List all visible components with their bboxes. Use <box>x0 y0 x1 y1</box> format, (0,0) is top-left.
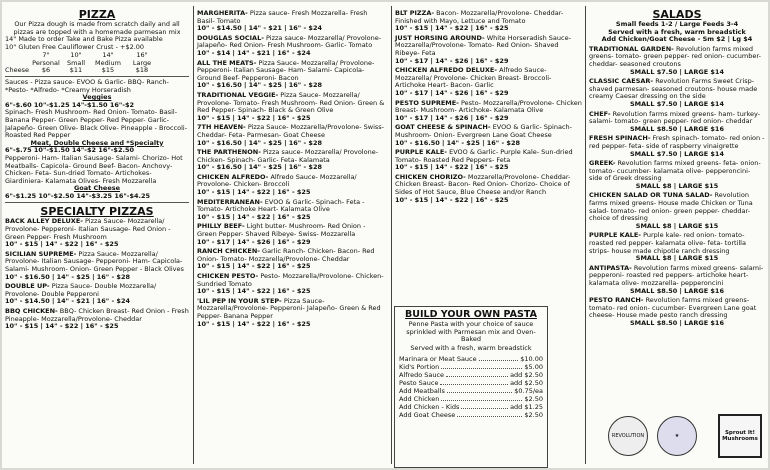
menu-item: 'LIL PEP IN YOUR STEP- Pizza Sauce- Mozzarella/Provolone- Pepperoni- Jalapeño- Green & Red Pepper- Banana Pepper 10" - $15 | 14" - $22 | 16" - $25 <box>197 296 381 328</box>
revolution-logo: REVOLUTION <box>608 416 648 456</box>
pasta-row: Marinara or Meat Sauce $10.00 <box>399 354 543 363</box>
pizza-title: PIZZA <box>78 8 116 21</box>
pizza-column-2 <box>194 2 390 468</box>
goat-title: Goat Cheese <box>73 184 121 193</box>
cheese-price: $15 <box>101 65 115 74</box>
menu-item: ALL THE MEATS- Pizza Sauce- Mozzarella/ Provolone- Pepperoni- Italian Sausage- Ham- Salami- Capicola- Ground Beef- Pepperoni- Bacon 10" - $16.50 | 14" - $25 | 16" - $28 <box>197 58 375 90</box>
cheese-label: Cheese <box>5 65 30 74</box>
menu-item: MARGHERITA- Pizza sauce- Fresh Mozzarella- Fresh Basil- Tomato 10" - $14.50 | 14" - $21 | 16" - $24 <box>197 9 368 33</box>
pasta-row: Add Chicken $2.50 <box>399 394 543 403</box>
seal-logo: ★ <box>657 416 697 456</box>
salads-bread: Served with a fresh, warm breadstick <box>608 27 746 36</box>
menu-item: BBQ CHICKEN- BBQ- Chicken Breast- Red Onion - Fresh Pineapple- Mozzarella/Provolone- Cheddar 10" - $15 | 14" - $22 | 16" - $25 <box>5 307 189 331</box>
menu-item: GOAT CHEESE & SPINACH- EVOO & Garlic- Spinach- Mushroom- Onion- Evergreen Lane Goat Cheese 10" - $16.50 | 14" - $25 | 16" - $28 <box>395 123 572 147</box>
menu-item: CHEF- Revolution farms mixed greens- ham- turkey- salami- tomato- green pepper- red onion- cheddar SMALL $8.50 | LARGE $16 <box>589 109 761 133</box>
menu-item: FRESH SPINACH- Fresh spinach- tomato- red onion - red pepper- feta- side of raspberry vinaigrette SMALL $7.50 | LARGE $14 <box>589 134 765 158</box>
size-price-grid <box>5 52 189 74</box>
menu-item: GREEK- Revolution farms mixed greens- feta- onion- tomato- cucumber- kalamata olive- pepperoncini- side of Greek dressing SMALL $8 | LARGE $15 <box>589 159 761 190</box>
veggies-title: Veggies <box>82 93 112 102</box>
salads-feeds: Small feeds 1-2 / Large Feeds 3-4 <box>615 20 739 28</box>
pasta-row: Add Chicken - Kids add $1.25 <box>399 402 543 411</box>
menu-item: PHILLY BEEF- Light butter- Mushroom- Red Onion - Green Pepper- Shaved Ribeye- Swiss- Mozzarella 10" - $17 | 14" - $26 | 16" - $29 <box>197 222 366 246</box>
salads-column <box>586 2 768 468</box>
meat-list: Pepperoni- Ham- Italian Sausage- Salami- Chorizo- Hot Meatballs- Capicola- Ground Beef- Bacon- Anchovy- Chicken- Feta- Sun-dried Tomato- Artichokes- Giardiniera- Kalamata Olives- Fresh Mozzarella <box>5 153 183 185</box>
cheese-price: $6 <box>41 65 51 74</box>
menu-item: RANCH CHICKEN- Garlic Ranch- Chicken- Bacon- Red Onion- Tomato- Mozzarella/Provolone- Cheddar 10" - $15 | 14" - $22 | 16" - $25 <box>197 247 375 271</box>
menu-page <box>2 2 768 468</box>
size-name: Large <box>132 58 152 67</box>
size-label: 7" <box>42 51 50 60</box>
specialty-title: SPECIALTY PIZZAS <box>40 205 154 219</box>
pasta-row: Add Goat Cheese $2.50 <box>399 410 543 419</box>
menu-item: TRADITIONAL VEGGIE- Pizza Sauce- Mozzarella/ Provolone- Tomato- Fresh Mushroom- Red Onion- Green & Red Pepper- Spinach- Black & Green Olive 10" - $15 | 14" - $22 | 16" - $25 <box>197 90 385 122</box>
specialty-list <box>5 218 189 330</box>
menu-item: BACK ALLEY DELUXE- Pizza Sauce- Mozzarella/ Provolone- Pepperoni- Italian Sausage- Red Onion - Green Pepper- Fresh Mushroom 10" - $15 | 14" - $22 | 16" - $25 <box>5 217 171 249</box>
menu-item: CHICKEN CHORIZO- Mozzarella/Provolone- Cheddar- Chicken Breast- Bacon- Red Onion- Chorizo- Choice of Sides of Hot Sauce, Blue Cheese and/or Ranch 10" - $15 | 14" - $22 | 16" - $25 <box>395 172 571 204</box>
menu-item: DOUGLAS SOCIAL- Pizza sauce- Mozzarella/ Provolone- Jalapeño- Red Onion- Fresh Mushroom- Garlic- Tomato 10" - $14 | 14" - $21 | 16" - $24 <box>197 33 382 57</box>
take-bake-note: 14" Made to order Take and Bake Pizza available <box>5 35 163 44</box>
menu-item: CHICKEN PESTO- Pesto- Mozzarella/Provolone- Chicken- Sundried Tomato 10" - $15 | 14" - $22 | 16" - $25 <box>197 272 384 296</box>
pizza-column <box>2 2 192 468</box>
menu-item: CHICKEN ALFREDO- Alfredo Sauce- Mozzarella/ Provolone- Chicken- Broccoli 10" - $15 | 14" - $22 | 16" - $25 <box>197 172 357 197</box>
menu-item: ANTIPASTA- Revolution farms mixed greens- salami- pepperoni- roasted red peppers- artichoke heart- kalamata olive- mozzarella- pepperoncini SMALL $8.50 | LARGE $16 <box>589 263 764 295</box>
pasta-bread: Served with a fresh, warm breadstick <box>410 343 532 352</box>
gluten-free-note: 10" Gluten Free Cauliflower Crust - +$2.00 <box>5 42 145 51</box>
pasta-row: Kid's Portion $5.00 <box>399 362 543 371</box>
menu-item: CLASSIC CAESAR- Revolution Farms Sweet Crisp- shaved parmesan- seasoned croutons- house made creamy Caesar dressing on the side SMALL $7.50 | LARGE $14 <box>589 77 758 108</box>
menu-item: CHICKEN SALAD OR TUNA SALAD- Revolution farms mixed greens- House made Chicken or Tuna salad- tomato- red onion- green pepper- cheddar- choice of dressing SMALL $8 | LARGE $15 <box>589 191 753 230</box>
size-name: Medium <box>95 58 121 67</box>
menu-item: THE PARTHENON- Pizza sauce- Mozzarella/ Provolone- Chicken- Spinach- Garlic- Feta- Kalamata 10" - $16.50 | 14" - $25 | 16" - $28 <box>197 148 379 172</box>
salads-title: SALADS <box>652 8 702 21</box>
pasta-desc: Penne Pasta with your choice of sauce sprinkled with Parmesan mix and Oven-Baked <box>406 320 536 344</box>
menu-item: 7TH HEAVEN- Pizza Sauce- Mozzarella/Provolone- Swiss- Cheddar- Feta- Parmesan- Goat Cheese 10" - $16.50 | 14" - $25 | 16" - $28 <box>197 123 385 147</box>
menu-item: PURPLE KALE- EVOO & Garlic- Purple Kale- Sun-dried Tomato- Roasted Red Peppers- Feta 10" - $15 | 14" - $22 | 16" - $25 <box>395 148 573 172</box>
menu-item: PESTO RANCH- Revolution farms mixed greens- tomato- red onion- cucumber- Evergreen Lane goat cheese- House made pesto ranch dressing SMALL $8.50 | LARGE $16 <box>589 296 757 327</box>
pasta-row: Add Meatballs $0.75/ea <box>399 386 543 395</box>
meat-prices: 6"-$.75 10"-$1.50 14"-$2 16"-$2.50 <box>5 146 134 155</box>
cheese-price: $11 <box>69 65 83 74</box>
menu-item: DOUBLE UP- Pizza Sauce- Double Mozzarella/ Provolone- Double Pepperoni 10" - $14.50 | 14" - $21 | 16" - $24 <box>5 282 157 306</box>
veggies-prices: 6"-$.60 10"-$1.25 14"-$1.50 16"-$2 <box>5 100 134 109</box>
menu-item: JUST HORSING AROUND- White Horseradish Sauce- Mozzarella/Provolone- Tomato- Red Onion- Shaved Ribeye- Feta 10" - $17 | 14" - $26 | 16" - $29 <box>395 33 571 65</box>
menu-item: TRADITIONAL GARDEN- Revolution farms mixed greens- tomato- green pepper- red onion- cucumber- cheddar- seasoned croutons SMALL $7.50 | LARGE $14 <box>589 44 761 76</box>
menu-item: MEDITERRANEAN- EVOO & Garlic- Spinach- Feta - Tomato- Artichoke Heart- Kalamata Olive 10" - $15 | 14" - $22 | 16" - $25 <box>197 197 365 221</box>
menu-item: SICILIAN SUPREME- Pizza Sauce- Mozzarella/ Provolone- Italian Sausage- Pepperoni- Ham- Capicola- Salami- Mushroom- Onion- Green Pepper - Black Olives 10" - $16.50 | 14" - $25 | 16" - $28 <box>5 249 184 281</box>
veggies-list: Spinach- Fresh Mushroom- Red Onion- Tomato- Basil- Banana Pepper- Green Pepper- Red Pepper- Garlic- Jalapeño- Green Olive- Black Olive- Pineapple - Broccoli- Roasted Red Pepper <box>5 108 188 140</box>
size-label: 14" <box>102 51 114 60</box>
sauces-list: Sauces - Pizza sauce- EVOO & Garlic- BBQ- Ranch- *Pesto- *Alfredo- *Creamy Horseradish <box>5 77 169 94</box>
menu-item: BLT PIZZA- Bacon- Mozzarella/Provolone- Cheddar- Finished with Mayo, Lettuce and Tomato 10" - $15 | 14" - $22 | 16" - $25 <box>395 9 564 33</box>
menu-item: PESTO SUPREME- Pesto- Mozzarella/Provolone- Chicken Breast- Mushroom- Artichoke- Kalamata Olive 10" - $17 | 14" - $26 | 16" - $29 <box>395 98 582 122</box>
size-label: 10" <box>70 51 82 60</box>
pasta-row: Pesto Sauce add $2.50 <box>399 378 543 387</box>
menu-item: CHICKEN ALFREDO DELUXE- Alfredo Sauce- Mozzarella/ Provolone- Chicken Breast- Broccoli- Artichoke Heart- Bacon- Garlic 10" - $17 | 14" - $26 | 16" - $29 <box>395 66 552 97</box>
pizza-intro: Our Pizza dough is made from scratch daily and all pizzas are topped with a homemade parmesan mix <box>13 20 181 36</box>
meat-title: Meat, Double Cheese and *Specialty <box>30 138 164 147</box>
size-name: Personal <box>32 58 60 67</box>
pasta-title: BUILD YOUR OWN PASTA <box>405 309 537 320</box>
pasta-box <box>394 306 548 468</box>
salads-add: Add Chicken/Goat Cheese - Sm $2 | Lg $4 <box>601 35 753 44</box>
goat-prices: 6"-$1.25 10"-$2.50 14"-$3.25 16"-$4.25 <box>5 191 151 200</box>
size-name: Small <box>66 58 86 67</box>
pasta-row: Alfredo Sauce add $2.50 <box>399 370 543 379</box>
menu-item: PURPLE KALE- Purple kale- red onion- tomato- roasted red pepper- kalamata olive- feta- tortilla strips- house made chipotle ranch dressing SMALL $8 | LARGE $15 <box>589 231 746 263</box>
size-label: 16" <box>136 51 148 60</box>
cheese-price: $18 <box>135 65 149 74</box>
sprout-it-logo: Sprout It! Mushrooms <box>718 414 762 458</box>
